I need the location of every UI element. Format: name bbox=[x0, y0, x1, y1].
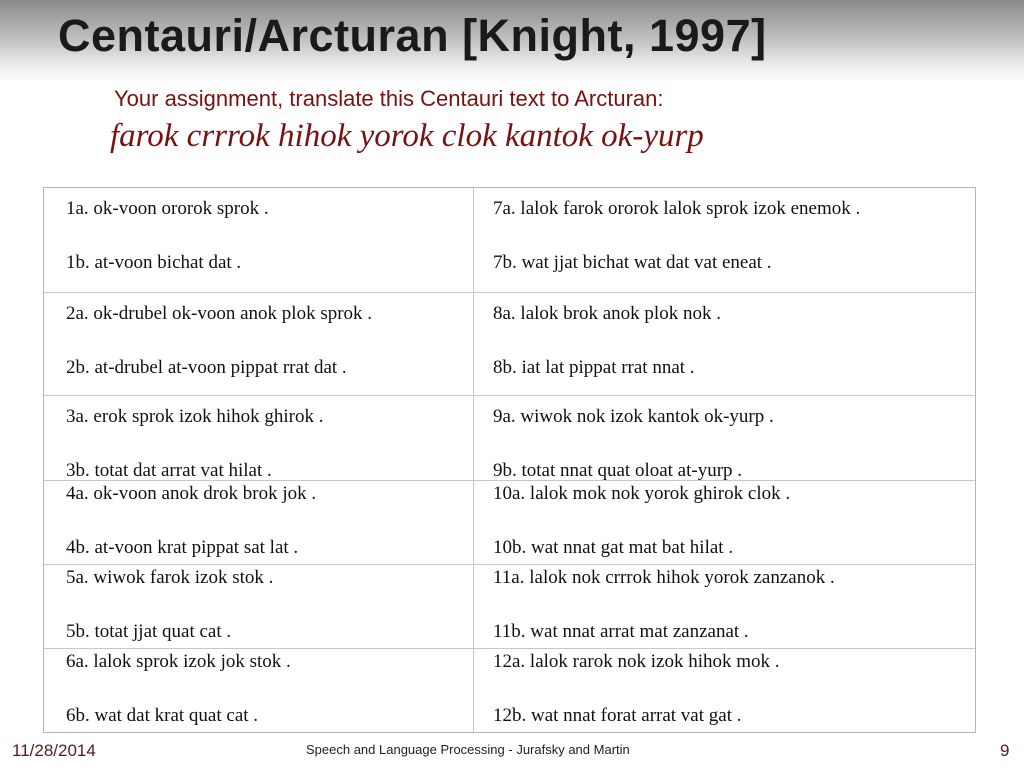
left-sentence-b: 3b. totat dat arrat vat hilat . bbox=[66, 460, 272, 481]
left-sentence-b: 6b. wat dat krat quat cat . bbox=[66, 705, 259, 726]
table-row bbox=[44, 395, 975, 480]
right-sentence-b: 9b. totat nnat quat oloat at-yurp . bbox=[493, 460, 743, 481]
right-sentence-a: 7a. lalok farok ororok lalok sprok izok enemok . bbox=[493, 198, 861, 219]
table-row bbox=[44, 292, 975, 395]
left-sentence-a: 3a. erok sprok izok hihok ghirok . bbox=[66, 406, 324, 427]
right-sentence-a: 9a. wiwok nok izok kantok ok-yurp . bbox=[493, 406, 774, 427]
left-sentence-a: 2a. ok-drubel ok-voon anok plok sprok . bbox=[66, 303, 373, 324]
left-sentence-b: 4b. at-voon krat pippat sat lat . bbox=[66, 537, 299, 558]
footer-date: 11/28/2014 bbox=[12, 741, 96, 760]
right-sentence-a: 12a. lalok rarok nok izok hihok mok . bbox=[493, 651, 780, 672]
right-sentence-b: 8b. iat lat pippat rrat nnat . bbox=[493, 357, 695, 378]
table-row bbox=[44, 188, 975, 292]
right-sentence-b: 10b. wat nnat gat mat bat hilat . bbox=[493, 537, 734, 558]
left-sentence-b: 2b. at-drubel at-voon pippat rrat dat . bbox=[66, 357, 347, 378]
right-sentence-b: 7b. wat jjat bichat wat dat vat eneat . bbox=[493, 252, 772, 273]
slide-title: Centauri/Arcturan [Knight, 1997] bbox=[58, 10, 767, 61]
right-sentence-b: 12b. wat nnat forat arrat vat gat . bbox=[493, 705, 742, 726]
table-row bbox=[44, 648, 975, 732]
assignment-text: Your assignment, translate this Centauri text to Arcturan: bbox=[114, 86, 664, 111]
left-sentence-a: 5a. wiwok farok izok stok . bbox=[66, 567, 274, 588]
left-sentence-b: 1b. at-voon bichat dat . bbox=[66, 252, 242, 273]
centauri-source-text: farok crrrok hihok yorok clok kantok ok-yurp bbox=[110, 118, 704, 154]
left-sentence-a: 1a. ok-voon ororok sprok . bbox=[66, 198, 269, 219]
left-sentence-a: 4a. ok-voon anok drok brok jok . bbox=[66, 483, 317, 504]
right-sentence-b: 11b. wat nnat arrat mat zanzanat . bbox=[493, 621, 749, 642]
right-sentence-a: 10a. lalok mok nok yorok ghirok clok . bbox=[493, 483, 791, 504]
page-number: 9 bbox=[1000, 741, 1010, 760]
footer-course-title: Speech and Language Processing - Jurafsky and Martin bbox=[306, 742, 630, 757]
table-row bbox=[44, 564, 975, 648]
parallel-corpus-table bbox=[43, 187, 976, 733]
table-row bbox=[44, 480, 975, 564]
left-sentence-a: 6a. lalok sprok izok jok stok . bbox=[66, 651, 291, 672]
left-sentence-b: 5b. totat jjat quat cat . bbox=[66, 621, 232, 642]
right-sentence-a: 8a. lalok brok anok plok nok . bbox=[493, 303, 721, 324]
right-sentence-a: 11a. lalok nok crrrok hihok yorok zanzanok . bbox=[493, 567, 835, 588]
